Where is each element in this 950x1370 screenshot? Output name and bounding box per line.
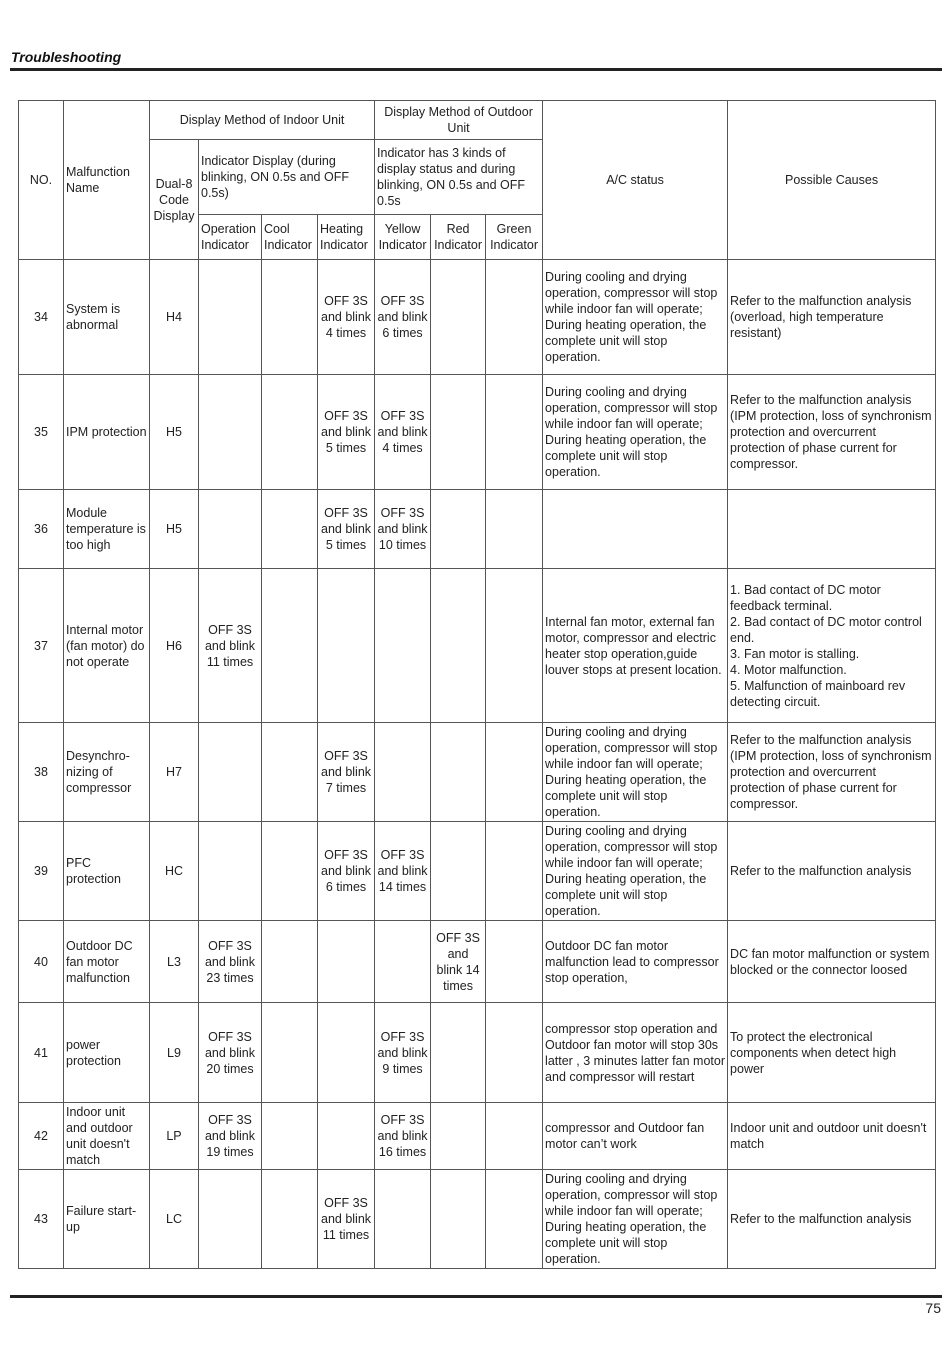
cell-heating-indicator: OFF 3S and blink 6 times (318, 822, 375, 921)
cell-green-indicator (486, 260, 543, 375)
cell-malfunction-name: Failure start-up (64, 1170, 150, 1269)
cell-ac-status: During cooling and drying operation, compressor will stop while indoor fan will operate; During heating operation, the complete unit will stop operation. (543, 723, 728, 822)
cell-green-indicator (486, 1003, 543, 1103)
cell-code: L9 (150, 1003, 199, 1103)
cell-red-indicator (431, 260, 486, 375)
cell-cool-indicator (262, 822, 318, 921)
cell-yellow-indicator (375, 569, 431, 723)
table-row (19, 1003, 936, 1103)
cell-cool-indicator (262, 723, 318, 822)
header-indoor-group: Display Method of Indoor Unit (150, 101, 375, 140)
cell-heating-indicator: OFF 3S and blink 4 times (318, 260, 375, 375)
cell-operation-indicator (199, 490, 262, 569)
cell-no: 40 (19, 921, 64, 1003)
cell-operation-indicator (199, 260, 262, 375)
cell-no: 38 (19, 723, 64, 822)
cell-heating-indicator: OFF 3S and blink 5 times (318, 490, 375, 569)
header-no: NO. (19, 101, 64, 260)
header-outdoor-subtitle: Indicator has 3 kinds of display status and during blinking, ON 0.5s and OFF 0.5s (375, 140, 543, 215)
cell-malfunction-name: Module temperature is too high (64, 490, 150, 569)
header-ac-status: A/C status (543, 101, 728, 260)
cell-yellow-indicator: OFF 3S and blink 14 times (375, 822, 431, 921)
header-operation-indicator: Operation Indicator (199, 215, 262, 260)
cell-heating-indicator: OFF 3S and blink 11 times (318, 1170, 375, 1269)
cell-green-indicator (486, 490, 543, 569)
cell-possible-causes: Refer to the malfunction analysis (IPM protection, loss of synchronism protection and overcurrent protection of phase current for compressor. (728, 723, 936, 822)
cell-no: 43 (19, 1170, 64, 1269)
cell-possible-causes: Refer to the malfunction analysis (overload, high temperature resistant) (728, 260, 936, 375)
cell-operation-indicator (199, 822, 262, 921)
cell-heating-indicator (318, 1103, 375, 1170)
cell-red-indicator (431, 1170, 486, 1269)
cell-ac-status (543, 490, 728, 569)
cell-code: LP (150, 1103, 199, 1170)
cell-operation-indicator: OFF 3S and blink 20 times (199, 1003, 262, 1103)
header-outdoor-group: Display Method of Outdoor Unit (375, 101, 543, 140)
cell-green-indicator (486, 1103, 543, 1170)
table-row (19, 569, 936, 723)
cell-red-indicator (431, 822, 486, 921)
cell-possible-causes: 1. Bad contact of DC motor feedback terminal. 2. Bad contact of DC motor control end. 3. Fan motor is stalling. 4. Motor malfunction. 5. Malfunction of mainboard rev detecting circuit. (728, 569, 936, 723)
cell-green-indicator (486, 723, 543, 822)
cell-cool-indicator (262, 490, 318, 569)
troubleshooting-table (18, 100, 936, 1269)
cell-no: 42 (19, 1103, 64, 1170)
cell-red-indicator (431, 723, 486, 822)
table-row (19, 822, 936, 921)
cell-green-indicator (486, 375, 543, 490)
cell-yellow-indicator: OFF 3S and blink 9 times (375, 1003, 431, 1103)
cell-yellow-indicator: OFF 3S and blink 6 times (375, 260, 431, 375)
cell-ac-status: compressor and Outdoor fan motor can’t work (543, 1103, 728, 1170)
cell-yellow-indicator (375, 1170, 431, 1269)
cell-operation-indicator (199, 1170, 262, 1269)
cell-malfunction-name: Outdoor DC fan motor malfunction (64, 921, 150, 1003)
cell-yellow-indicator: OFF 3S and blink 4 times (375, 375, 431, 490)
cell-possible-causes: To protect the electronical components when detect high power (728, 1003, 936, 1103)
cell-operation-indicator: OFF 3S and blink 23 times (199, 921, 262, 1003)
table-row (19, 1170, 936, 1269)
cell-heating-indicator: OFF 3S and blink 7 times (318, 723, 375, 822)
cell-heating-indicator (318, 569, 375, 723)
cell-possible-causes: Indoor unit and outdoor unit doesn't match (728, 1103, 936, 1170)
cell-red-indicator (431, 1103, 486, 1170)
header-yellow-indicator: Yellow Indicator (375, 215, 431, 260)
header-green-indicator: Green Indicator (486, 215, 543, 260)
cell-cool-indicator (262, 375, 318, 490)
cell-red-indicator (431, 1003, 486, 1103)
cell-malfunction-name: System is abnormal (64, 260, 150, 375)
cell-malfunction-name: Internal motor (fan motor) do not operate (64, 569, 150, 723)
cell-yellow-indicator: OFF 3S and blink 10 times (375, 490, 431, 569)
cell-cool-indicator (262, 1003, 318, 1103)
cell-malfunction-name: Indoor unit and outdoor unit doesn't match (64, 1103, 150, 1170)
cell-cool-indicator (262, 260, 318, 375)
table-body (19, 260, 936, 1269)
table-header (19, 101, 936, 260)
cell-cool-indicator (262, 569, 318, 723)
cell-code: H6 (150, 569, 199, 723)
cell-operation-indicator: OFF 3S and blink 11 times (199, 569, 262, 723)
table-row (19, 1103, 936, 1170)
cell-code: H4 (150, 260, 199, 375)
cell-green-indicator (486, 1170, 543, 1269)
cell-no: 37 (19, 569, 64, 723)
cell-ac-status: Internal fan motor, external fan motor, compressor and electric heater stop operation,guide louver stops at present location. (543, 569, 728, 723)
cell-cool-indicator (262, 1170, 318, 1269)
cell-no: 39 (19, 822, 64, 921)
section-title: Troubleshooting (11, 49, 122, 65)
cell-ac-status: During cooling and drying operation, compressor will stop while indoor fan will operate; During heating operation, the complete unit will stop operation. (543, 375, 728, 490)
cell-operation-indicator (199, 375, 262, 490)
table-row (19, 375, 936, 490)
cell-cool-indicator (262, 921, 318, 1003)
cell-code: H5 (150, 375, 199, 490)
cell-green-indicator (486, 921, 543, 1003)
cell-malfunction-name: PFC protection (64, 822, 150, 921)
cell-cool-indicator (262, 1103, 318, 1170)
cell-code: H5 (150, 490, 199, 569)
cell-ac-status: During cooling and drying operation, compressor will stop while indoor fan will operate; During heating operation, the complete unit will stop operation. (543, 1170, 728, 1269)
cell-heating-indicator (318, 1003, 375, 1103)
cell-ac-status: Outdoor DC fan motor malfunction lead to compressor stop operation, (543, 921, 728, 1003)
cell-operation-indicator: OFF 3S and blink 19 times (199, 1103, 262, 1170)
table-row (19, 490, 936, 569)
cell-yellow-indicator (375, 921, 431, 1003)
cell-code: LC (150, 1170, 199, 1269)
cell-malfunction-name: IPM protection (64, 375, 150, 490)
cell-no: 36 (19, 490, 64, 569)
header-heating-indicator: Heating Indicator (318, 215, 375, 260)
cell-yellow-indicator (375, 723, 431, 822)
cell-code: L3 (150, 921, 199, 1003)
table-row (19, 723, 936, 822)
cell-possible-causes (728, 490, 936, 569)
cell-no: 41 (19, 1003, 64, 1103)
cell-no: 35 (19, 375, 64, 490)
cell-operation-indicator (199, 723, 262, 822)
header-indoor-subtitle: Indicator Display (during blinking, ON 0.5s and OFF 0.5s) (199, 140, 375, 215)
cell-ac-status: compressor stop operation and Outdoor fan motor will stop 30s latter , 3 minutes latter fan motor and compressor will restart (543, 1003, 728, 1103)
cell-ac-status: During cooling and drying operation, compressor will stop while indoor fan will operate; During heating operation, the complete unit will stop operation. (543, 822, 728, 921)
page-number: 75 (925, 1300, 941, 1316)
cell-malfunction-name: power protection (64, 1003, 150, 1103)
cell-red-indicator (431, 569, 486, 723)
cell-code: HC (150, 822, 199, 921)
header-dual8-code: Dual-8 Code Display (150, 140, 199, 260)
cell-green-indicator (486, 822, 543, 921)
cell-possible-causes: Refer to the malfunction analysis (728, 822, 936, 921)
cell-red-indicator (431, 375, 486, 490)
cell-red-indicator: OFF 3S and blink 14 times (431, 921, 486, 1003)
cell-malfunction-name: Desynchro-nizing of compressor (64, 723, 150, 822)
top-rule (10, 68, 942, 71)
cell-possible-causes: DC fan motor malfunction or system blocked or the connector loosed (728, 921, 936, 1003)
cell-ac-status: During cooling and drying operation, compressor will stop while indoor fan will operate; During heating operation, the complete unit will stop operation. (543, 260, 728, 375)
cell-green-indicator (486, 569, 543, 723)
cell-red-indicator (431, 490, 486, 569)
bottom-rule (10, 1295, 942, 1298)
table-row (19, 921, 936, 1003)
header-red-indicator: Red Indicator (431, 215, 486, 260)
cell-possible-causes: Refer to the malfunction analysis (728, 1170, 936, 1269)
cell-code: H7 (150, 723, 199, 822)
cell-heating-indicator (318, 921, 375, 1003)
cell-yellow-indicator: OFF 3S and blink 16 times (375, 1103, 431, 1170)
cell-no: 34 (19, 260, 64, 375)
header-malfunction-name: Malfunction Name (64, 101, 150, 260)
cell-heating-indicator: OFF 3S and blink 5 times (318, 375, 375, 490)
header-cool-indicator: Cool Indicator (262, 215, 318, 260)
table-row (19, 260, 936, 375)
header-possible-causes: Possible Causes (728, 101, 936, 260)
cell-possible-causes: Refer to the malfunction analysis (IPM protection, loss of synchronism protection and overcurrent protection of phase current for compressor. (728, 375, 936, 490)
